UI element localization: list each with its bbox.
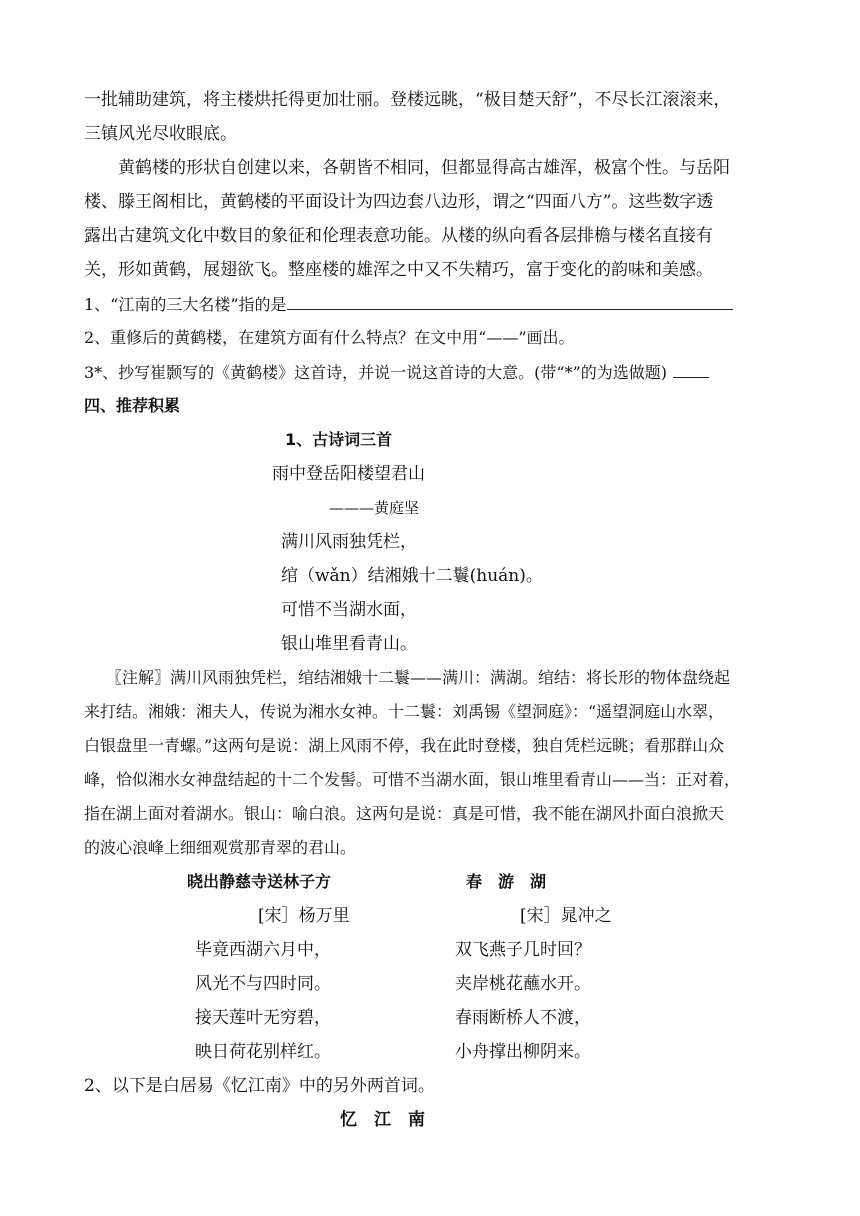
poem-line: 双飞燕子几时回？ bbox=[455, 940, 591, 960]
paragraph-line: 三镇风光尽收眼底。 bbox=[84, 124, 237, 144]
poem-line: 满川风雨独凭栏， bbox=[281, 532, 417, 552]
paragraph-line: 黄鹤楼的形状自创建以来，各朝皆不相同，但都显得高古雄浑，极富个性。与岳阳 bbox=[118, 158, 730, 178]
poem-line: 夹岸桃花蘸水开。 bbox=[455, 974, 591, 994]
answer-blank-1[interactable] bbox=[287, 293, 733, 310]
paragraph-line: 关，形如黄鹤，展翅欲飞。整座楼的雄浑之中又不失精巧，富于变化的韵味和美感。 bbox=[84, 260, 713, 280]
subsection-heading-2: 2、以下是白居易《忆江南》中的另外两首词。 bbox=[84, 1076, 435, 1096]
note-line: 的波心浪峰上细细观赏那青翠的君山。 bbox=[84, 838, 357, 857]
poem-title: 春 游 湖 bbox=[466, 872, 547, 891]
section-heading: 四、推荐积累 bbox=[84, 396, 181, 415]
note-line: 〖注解〗满川风雨独凭栏，绾结湘娥十二鬟——满川：满湖。绾结：将长形的物体盘绕起 bbox=[106, 668, 731, 687]
poem-title: 晓出静慈寺送林子方 bbox=[187, 872, 332, 891]
poem-line: 春雨断桥人不渡， bbox=[455, 1008, 591, 1028]
question-1 bbox=[84, 293, 733, 316]
poem-line: 风光不与四时同。 bbox=[195, 974, 331, 994]
poem-line: 银山堆里看青山。 bbox=[281, 634, 417, 654]
question-2: 2、重修后的黄鹤楼，在建筑方面有什么特点？在文中用“——”画出。 bbox=[84, 328, 575, 347]
subsection-heading-1: 1、古诗词三首 bbox=[285, 430, 393, 449]
paragraph-line: 一批辅助建筑，将主楼烘托得更加壮丽。登楼远眺，“极目楚天舒”，不尽长江滚滚来， bbox=[84, 90, 731, 110]
paragraph-line: 楼、滕王阁相比，黄鹤楼的平面设计为四边套八边形，谓之“四面八方”。这些数字透 bbox=[84, 192, 714, 212]
poem-title: 雨中登岳阳楼望君山 bbox=[272, 464, 425, 484]
poem-line: 绾（wǎn）结湘娥十二鬟(huán)。 bbox=[281, 566, 543, 586]
note-line: 峰，恰似湘水女神盘结起的十二个发髻。可惜不当湖水面，银山堆里看青山——当：正对着， bbox=[84, 770, 741, 789]
paragraph-line: 露出古建筑文化中数目的象征和伦理表意功能。从楼的纵向看各层排檐与楼名直接有 bbox=[84, 226, 713, 246]
note-line: 来打结。湘娥：湘夫人，传说为湘水女神。十二鬟：刘禹锡《望洞庭》：“遥望洞庭山水翠， bbox=[84, 702, 725, 721]
poem-title: 忆 江 南 bbox=[340, 1110, 425, 1130]
note-line: 指在湖上面对着湖水。银山：喻白浪。这两句是说：真是可惜，我不能在湖风扑面白浪掀天 bbox=[84, 804, 725, 823]
question-3-text: 3*、抄写崔颢写的《黄鹤楼》这首诗，并说一说这首诗的大意。(带“*”的为选做题) bbox=[84, 363, 668, 382]
poem-line: 可惜不当湖水面， bbox=[281, 600, 417, 620]
poem-author: [宋］杨万里 bbox=[258, 906, 350, 926]
poem-line: 映日荷花别样红。 bbox=[195, 1042, 331, 1062]
poem-line: 毕竟西湖六月中， bbox=[195, 940, 331, 960]
question-1-text: 1、“江南的三大名楼”指的是 bbox=[84, 295, 287, 314]
answer-blank-3[interactable] bbox=[673, 361, 709, 378]
poem-line: 小舟撑出柳阴来。 bbox=[455, 1042, 591, 1062]
poem-author: [宋］晁冲之 bbox=[520, 906, 612, 926]
poem-author: ———黄庭坚 bbox=[329, 499, 420, 517]
question-3 bbox=[84, 361, 709, 384]
note-line: 白银盘里一青螺。”这两句是说：湖上风雨不停，我在此时登楼，独自凭栏远眺；看那群山众 bbox=[84, 736, 725, 755]
poem-line: 接天莲叶无穷碧， bbox=[195, 1008, 331, 1028]
